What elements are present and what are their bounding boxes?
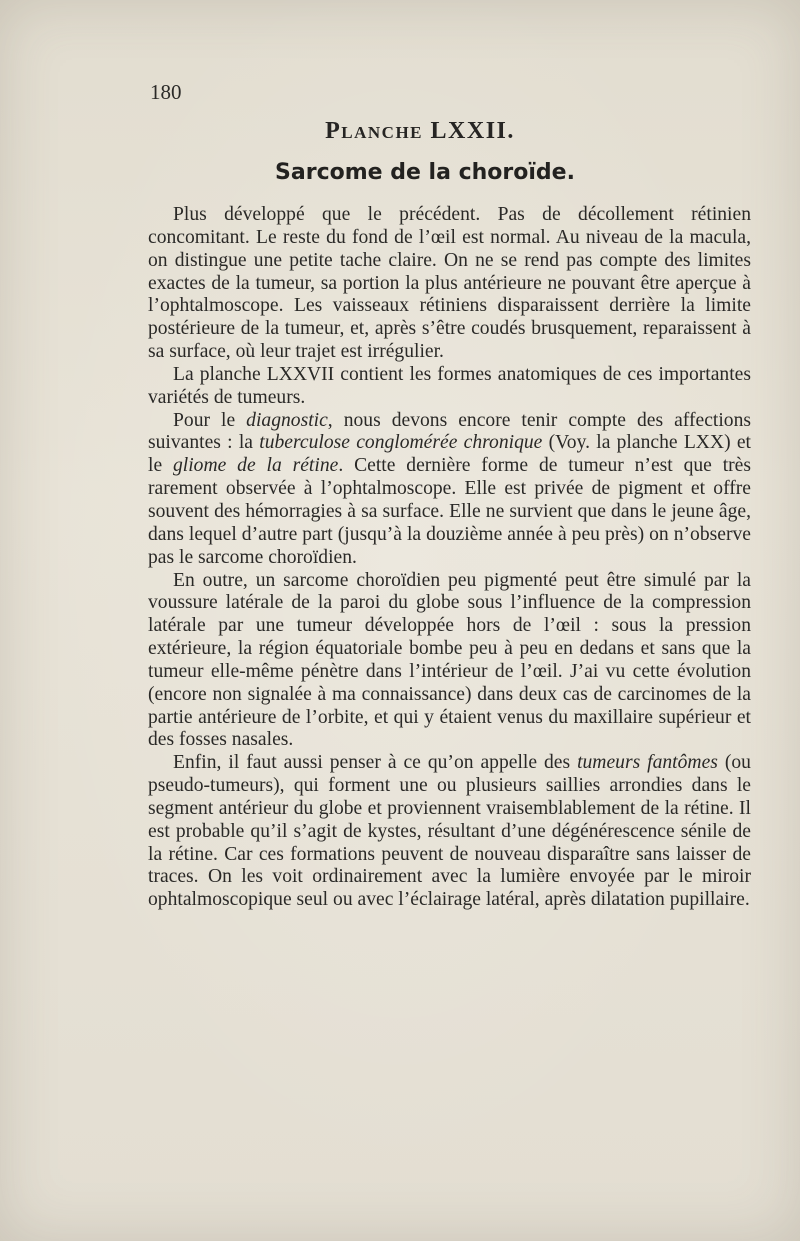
- text-run: , nous devons encore tenir compte des affections suivantes : la: [148, 409, 751, 454]
- plate-heading: [0, 118, 800, 145]
- text-run: En outre, un sarcome choroïdien peu pigmenté peut être simulé par la voussure latérale de la paroi du globe sous l’influence de la compression latérale par une tumeur développée hors de l’œil : sous la pression extérieure, la région équatoriale bombe peu à peu en dedans et sans que la tumeur elle-même pénètre dans l’intérieur de l’œil. J’ai vu cette évolution (encore non signalée à ma connaissance) dans deux cas de carcinomes de la partie antérieure de l’orbite, et qui y étaient venus du maxillaire supérieur et des fosses nasales.: [148, 569, 751, 751]
- italic-term: diagnostic: [246, 409, 328, 431]
- plate-label-initial: P: [325, 118, 342, 144]
- plate-label-rest: lanche: [341, 118, 424, 144]
- italic-term: tuberculose conglomérée chronique: [259, 432, 543, 454]
- page-number: 180: [150, 80, 182, 104]
- text-run: Enfin, il faut aussi penser à ce qu’on appelle des: [173, 752, 578, 774]
- text-run: La planche LXXVII contient les formes anatomiques de ces importantes variétés de tumeurs.: [148, 363, 751, 408]
- plate-number: LXXII.: [430, 118, 515, 144]
- paragraph: [148, 204, 751, 364]
- section-title: Sarcome de la choroïde.: [275, 160, 575, 185]
- body-text: [148, 204, 751, 912]
- text-run: . Cette dernière forme de tumeur n’est que très rarement observée à l’ophtalmoscope. Elle est privée de pigment et offre souvent des hémorragies à sa surface. Elle ne survient que dans le jeune âge, dans lequel d’autre part (jusqu’à la douzième année à peu près) on n’observe pas le sarcome choroïdien.: [148, 455, 752, 568]
- text-run: (ou pseudo-tumeurs), qui forment une ou plusieurs saillies arrondies dans le segment antérieur du globe et proviennent vraisemblablement de la rétine. Il est probable qu’il s’agit de kystes, résultant d’une dégénérescence sénile de la rétine. Car ces formations peuvent de nouveau disparaître sans laisser de traces. On les voit ordinairement avec la lumière envoyée par le miroir ophtalmoscopique seul ou avec l’éclairage latéral, après dilatation pupillaire.: [148, 752, 751, 911]
- paragraph: [148, 570, 751, 753]
- italic-term: gliome de la rétine: [173, 455, 339, 477]
- text-run: Plus développé que le précédent. Pas de décollement rétinien concomitant. Le reste du fond de l’œil est normal. Au niveau de la macula, on distingue une petite tache claire. On ne se rend pas compte des limites exactes de la tumeur, sa portion la plus antérieure ne pouvant être aperçue à l’ophtalmoscope. Les vaisseaux rétiniens disparaissent derrière la limite postérieure de la tumeur, et, après s’être coudés brusquement, reparaissent à sa surface, où leur trajet est irrégulier.: [148, 204, 751, 363]
- text-run: (Voy. la planche LXX) et le: [148, 432, 751, 477]
- italic-term: tumeurs fantômes: [577, 752, 718, 774]
- text-run: Pour le: [173, 409, 247, 431]
- paragraph: [148, 364, 751, 410]
- paragraph: [148, 410, 751, 570]
- paragraph: [148, 752, 751, 912]
